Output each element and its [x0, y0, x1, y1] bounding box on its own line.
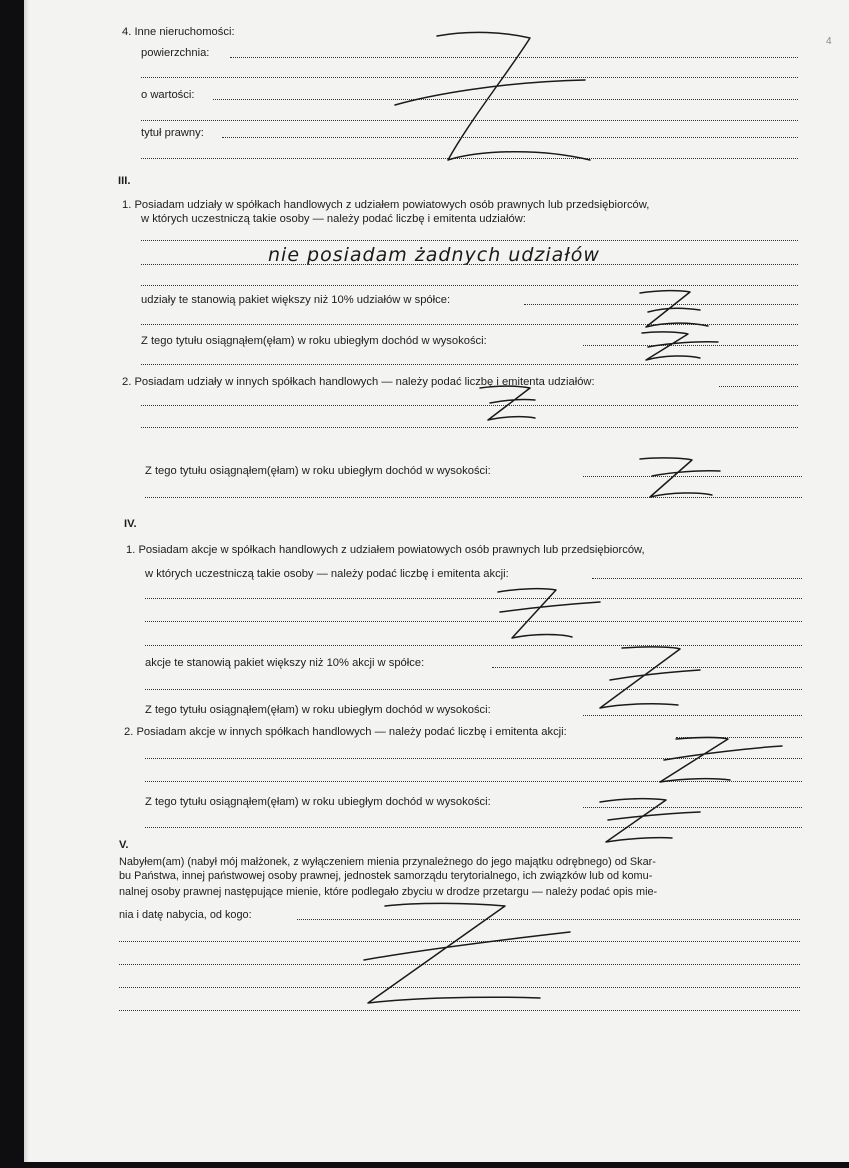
sec3-q2-income-label: Z tego tytułu osiągnąłem(ęłam) w roku ubiegłym dochód w wysokości:	[145, 465, 491, 477]
z-mark-sec3-q2-income	[640, 458, 720, 497]
sec5-line1: Nabyłem(am) (nabył mój małżonek, z wyłączeniem mienia przynależnego do jego majątku odrębnego) od Skar-	[119, 856, 656, 868]
z-mark-sec4-q2-income	[600, 799, 700, 842]
sec4-q2-line1: 2. Posiadam akcje w innych spółkach handlowych — należy podać liczbę i emitenta akcji:	[124, 726, 567, 738]
z-mark-sec4-q2	[660, 738, 782, 783]
item4-heading: 4. Inne nieruchomości:	[122, 26, 235, 38]
sec5-line2: bu Państwa, innej państwowej osoby prawnej, jednostek samorządu terytorialnego, ich związków lub od komu-	[119, 870, 653, 882]
sec4-q1-line1: 1. Posiadam akcje w spółkach handlowych z udziałem powiatowych osób prawnych lub przedsiębiorców,	[126, 544, 645, 556]
value-label: o wartości:	[141, 89, 195, 101]
z-mark-sec4-q1	[498, 589, 600, 638]
sec5-line4: nia i datę nabycia, od kogo:	[119, 909, 252, 921]
sec5-line3: nalnej osoby prawnej następujące mienie, które podlegało zbyciu w drodze przetargu — należy podać opis mie-	[119, 886, 658, 898]
sec4-q1-line2: w których uczestniczą takie osoby — należy podać liczbę i emitenta akcji:	[145, 568, 509, 580]
sec3-q1-line2: w których uczestniczą takie osoby — należy podać liczbę i emitenta udziałów:	[141, 213, 526, 225]
sec3-q2-line1: 2. Posiadam udziały w innych spółkach handlowych — należy podać liczbę i emitenta udziałów:	[122, 376, 595, 388]
z-mark-item4	[395, 32, 590, 160]
title-label: tytuł prawny:	[141, 127, 204, 139]
sec3-q1-line1: 1. Posiadam udziały w spółkach handlowych z udziałem powiatowych osób prawnych lub przedsiębiorców,	[122, 199, 650, 211]
area-label: powierzchnia:	[141, 47, 210, 59]
z-mark-sec4-q1-stake	[600, 647, 700, 708]
sec4-q2-income-label: Z tego tytułu osiągnąłem(ęłam) w roku ubiegłym dochód w wysokości:	[145, 796, 491, 808]
sec4-q1-income-label: Z tego tytułu osiągnąłem(ęłam) w roku ubiegłym dochód w wysokości:	[145, 704, 491, 716]
sec3-q1-stake-label: udziały te stanowią pakiet większy niż 10% udziałów w spółce:	[141, 294, 451, 306]
section-iii-heading: III.	[118, 175, 131, 187]
z-mark-sec3-q1-income	[642, 332, 718, 360]
sec3-q1-handwritten-answer: nie posiadam żadnych udziałów	[268, 244, 600, 266]
z-mark-sec3-q1-stake	[640, 291, 708, 327]
z-mark-sec3-q2	[480, 386, 535, 420]
sec3-q1-income-label: Z tego tytułu osiągnąłem(ęłam) w roku ubiegłym dochód w wysokości:	[141, 335, 487, 347]
section-iv-heading: IV.	[124, 518, 137, 530]
margin-mark: 4	[826, 36, 832, 47]
sec4-q1-stake-label: akcje te stanowią pakiet większy niż 10% akcji w spółce:	[145, 657, 425, 669]
section-v-heading: V.	[119, 839, 129, 851]
z-mark-sec5	[364, 903, 570, 1003]
